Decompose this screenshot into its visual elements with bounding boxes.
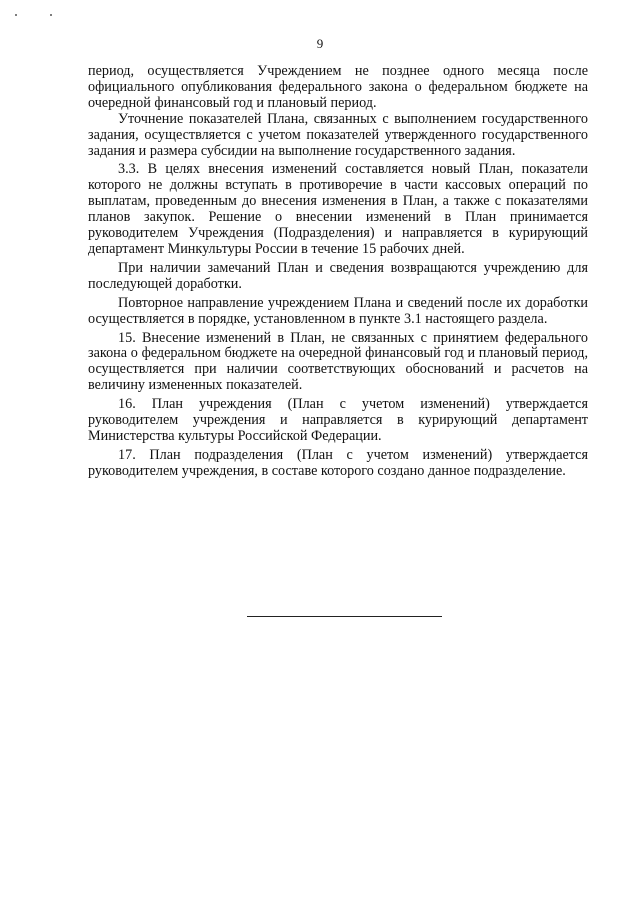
- scan-speck: [15, 14, 17, 16]
- scan-speck: [50, 14, 52, 16]
- paragraph-17: 17. План подразделения (План с учетом изменений) утверждается руководителем учреждения, в составе которого создано данное подразделение.: [88, 446, 588, 479]
- end-divider-line: [247, 616, 442, 617]
- paragraph-15: 15. Внесение изменений в План, не связанных с принятием федерального закона о федеральном бюджете на очередной финансовый год и плановый период, осуществляется при наличии соответствующих обоснований и расчетов на величину измененных показателей.: [88, 329, 588, 394]
- paragraph-remarks: При наличии замечаний План и сведения возвращаются учреждению для последующей доработки.: [88, 259, 588, 292]
- paragraph-continuation: период, осуществляется Учреждением не позднее одного месяца после официального опубликования федерального закона о федеральном бюджете на очередной финансовый год и плановый период.: [88, 63, 588, 111]
- document-body: [88, 64, 588, 480]
- paragraph-clarification: Уточнение показателей Плана, связанных с выполнением государственного задания, осуществляется с учетом показателей утвержденного государственного задания и размера субсидии на выполнение государственного задания.: [88, 110, 588, 159]
- paragraph-16: 16. План учреждения (План с учетом изменений) утверждается руководителем учреждения и направляется в курирующий департамент Министерства культуры Российской Федерации.: [88, 396, 588, 444]
- page-number: 9: [316, 36, 324, 51]
- paragraph-resubmission: Повторное направление учреждением Плана и сведений после их доработки осуществляется в порядке, установленном в пункте 3.1 настоящего раздела.: [88, 294, 588, 327]
- paragraph-3-3: 3.3. В целях внесения изменений составляется новый План, показатели которого не должны вступать в противоречие в части кассовых операций по выплатам, проведенным до внесения изменения в План, а также с показателями планов закупок. Решение о внесении изменений в План принимается руководителем Учреждения (Подразделения) и направляется в курирующий департамент Минкультуры России в течение 15 рабочих дней.: [88, 161, 588, 257]
